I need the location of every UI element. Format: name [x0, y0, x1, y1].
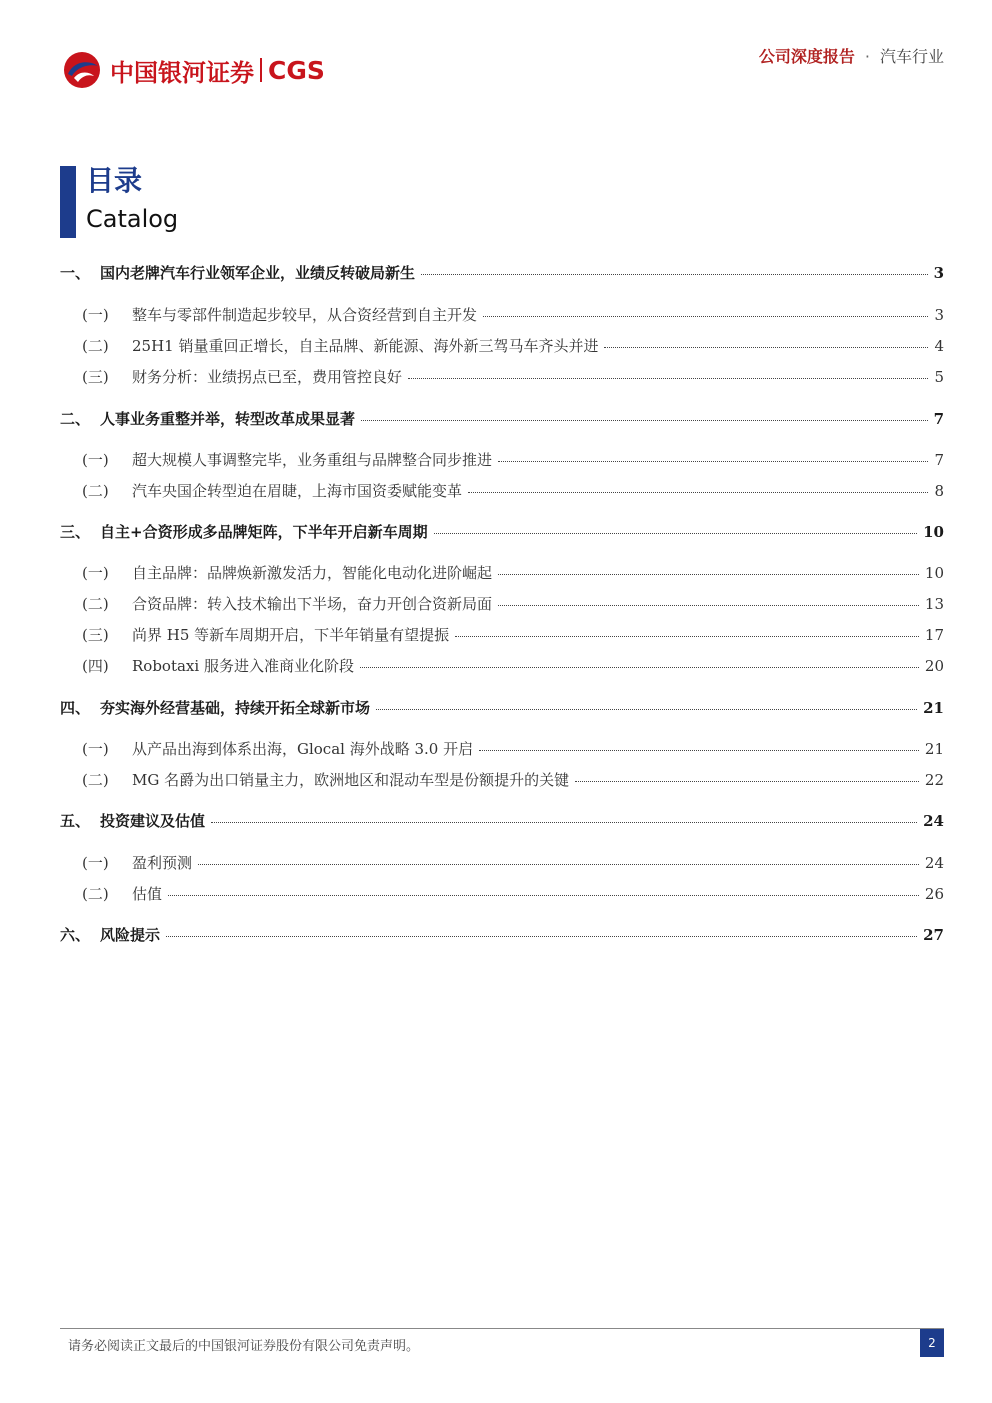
toc-leader-dots: [468, 492, 928, 493]
toc-entry[interactable]: [60, 562, 944, 583]
toc-entry[interactable]: [60, 655, 944, 676]
toc-entry[interactable]: [60, 408, 944, 429]
toc-entry-page: 5: [934, 368, 944, 386]
toc-entry-title: 合资品牌：转入技术输出下半场，奋力开创合资新局面: [132, 595, 493, 613]
toc-leader-dots: [498, 461, 928, 462]
toc-leader-dots: [604, 347, 928, 348]
toc-leader-dots: [360, 667, 919, 668]
toc-entry-number: (四): [82, 657, 109, 675]
toc-entry-page: 26: [924, 885, 944, 903]
toc-entry-number: (二): [82, 337, 109, 355]
toc-entry-number: 二、: [60, 410, 91, 428]
header-report-info: [759, 44, 944, 67]
toc-leader-dots: [198, 864, 919, 865]
toc-entry-title: 超大规模人事调整完毕，业务重组与品牌整合同步推进: [132, 451, 493, 469]
toc-entry-page: 4: [934, 337, 944, 355]
industry-label: 汽车行业: [879, 47, 944, 66]
toc-entry[interactable]: [60, 697, 944, 718]
toc-leader-dots: [211, 822, 917, 823]
toc-entry-number: (一): [82, 564, 109, 582]
toc-entry-page: 24: [923, 812, 944, 830]
toc-entry-number: (一): [82, 451, 109, 469]
toc-entry-page: 3: [933, 264, 944, 282]
toc-entry-title: 投资建议及估值: [100, 812, 206, 830]
disclaimer-text: 请务必阅读正文最后的中国银河证券股份有限公司免责声明。: [68, 1339, 420, 1354]
logo-divider: [260, 58, 262, 82]
toc-entry[interactable]: [60, 883, 944, 904]
toc-entry-number: 四、: [60, 699, 91, 717]
page-number: 2: [920, 1329, 944, 1357]
toc-entry[interactable]: [60, 810, 944, 831]
catalog-title-cn: 目录: [86, 164, 143, 197]
toc-entry-title: 财务分析：业绩拐点已至，费用管控良好: [132, 368, 403, 386]
toc-entry-number: (三): [82, 368, 109, 386]
toc-leader-dots: [479, 750, 919, 751]
toc-entry-number: (一): [82, 306, 109, 324]
toc-entry-page: 21: [924, 740, 944, 758]
toc-entry-title: 估值: [132, 885, 163, 903]
toc-entry-number: (一): [82, 854, 109, 872]
logo-chinese-name: 中国银河证券: [110, 58, 254, 87]
toc-leader-dots: [168, 895, 919, 896]
toc-entry-title: MG 名爵为出口销量主力，欧洲地区和混动车型是份额提升的关键: [132, 771, 570, 789]
toc-entry-title: 自主+合资形成多品牌矩阵，下半年开启新车周期: [100, 523, 428, 541]
toc-entry-page: 7: [933, 410, 944, 428]
toc-entry-number: (二): [82, 771, 109, 789]
toc-entry[interactable]: [60, 624, 944, 645]
toc-leader-dots: [498, 605, 919, 606]
company-logo: [60, 50, 325, 90]
toc-entry-title: 风险提示: [100, 926, 161, 944]
toc-entry-title: 夯实海外经营基础，持续开拓全球新市场: [100, 699, 371, 717]
toc-entry-number: (二): [82, 885, 109, 903]
page-footer: [60, 1328, 944, 1359]
toc-entry-page: 7: [934, 451, 944, 469]
toc-leader-dots: [483, 316, 928, 317]
toc-leader-dots: [166, 936, 917, 937]
toc-entry-number: (三): [82, 626, 109, 644]
toc-entry-page: 27: [923, 926, 944, 944]
catalog-heading: [60, 166, 178, 238]
toc-entry-title: 自主品牌：品牌焕新激发活力，智能化电动化进阶崛起: [132, 564, 493, 582]
toc-leader-dots: [376, 709, 917, 710]
toc-entry-page: 22: [924, 771, 944, 789]
toc-entry[interactable]: [60, 924, 944, 945]
toc-entry-page: 3: [934, 306, 944, 324]
toc-leader-dots: [455, 636, 919, 637]
page-header: [0, 0, 992, 100]
toc-entry-page: 24: [924, 854, 944, 872]
toc-entry-title: 整车与零部件制造起步较早，从合资经营到自主开发: [132, 306, 478, 324]
toc-entry-title: 从产品出海到体系出海，Glocal 海外战略 3.0 开启: [132, 740, 474, 758]
toc-entry[interactable]: [60, 366, 944, 387]
toc-leader-dots: [408, 378, 928, 379]
toc-entry-title: 人事业务重整并举，转型改革成果显著: [100, 410, 356, 428]
toc-entry[interactable]: [60, 738, 944, 759]
toc-leader-dots: [434, 533, 918, 534]
toc-entry[interactable]: [60, 521, 944, 542]
title-accent-bar: [60, 166, 76, 238]
toc-entry-page: 10: [923, 523, 944, 541]
toc-entry-title: 盈利预测: [132, 854, 193, 872]
toc-entry-number: (一): [82, 740, 109, 758]
catalog-title-en: Catalog: [86, 205, 179, 233]
report-type: 公司深度报告: [758, 47, 855, 66]
toc-entry-number: (二): [82, 595, 109, 613]
toc-leader-dots: [575, 781, 919, 782]
toc-entry-title: 国内老牌汽车行业领军企业，业绩反转破局新生: [100, 264, 416, 282]
toc-entry-page: 13: [924, 595, 944, 613]
toc-entry[interactable]: [60, 449, 944, 470]
toc-entry[interactable]: [60, 304, 944, 325]
toc-entry-title: 25H1 销量重回正增长，自主品牌、新能源、海外新三驾马车齐头并进: [132, 337, 599, 355]
toc-entry-number: 三、: [60, 523, 91, 541]
toc-entry[interactable]: [60, 852, 944, 873]
toc-leader-dots: [421, 274, 928, 275]
toc-entry[interactable]: [60, 335, 944, 356]
toc-entry-page: 17: [924, 626, 944, 644]
toc-entry-page: 8: [934, 482, 944, 500]
toc-entry-title: Robotaxi 服务进入准商业化阶段: [132, 657, 354, 675]
toc-entry-number: (二): [82, 482, 109, 500]
toc-entry-page: 10: [924, 564, 944, 582]
toc-entry-number: 六、: [60, 926, 91, 944]
cgs-logo-icon: [60, 50, 104, 90]
toc-entry-title: 尚界 H5 等新车周期开启，下半年销量有望提振: [132, 626, 450, 644]
toc-entry[interactable]: [60, 593, 944, 614]
toc-entry-number: 一、: [60, 264, 91, 282]
toc-entry-number: 五、: [60, 812, 91, 830]
logo-english-name: CGS: [268, 55, 325, 85]
toc-entry[interactable]: [60, 769, 944, 790]
toc-entry-title: 汽车央国企转型迫在眉睫，上海市国资委赋能变革: [132, 482, 463, 500]
toc-entry[interactable]: [60, 262, 944, 283]
toc-leader-dots: [361, 420, 928, 421]
header-separator: ·: [864, 47, 870, 66]
toc-entry[interactable]: [60, 480, 944, 501]
toc-leader-dots: [498, 574, 919, 575]
toc-entry-page: 21: [923, 699, 944, 717]
toc-entry-page: 20: [924, 657, 944, 675]
